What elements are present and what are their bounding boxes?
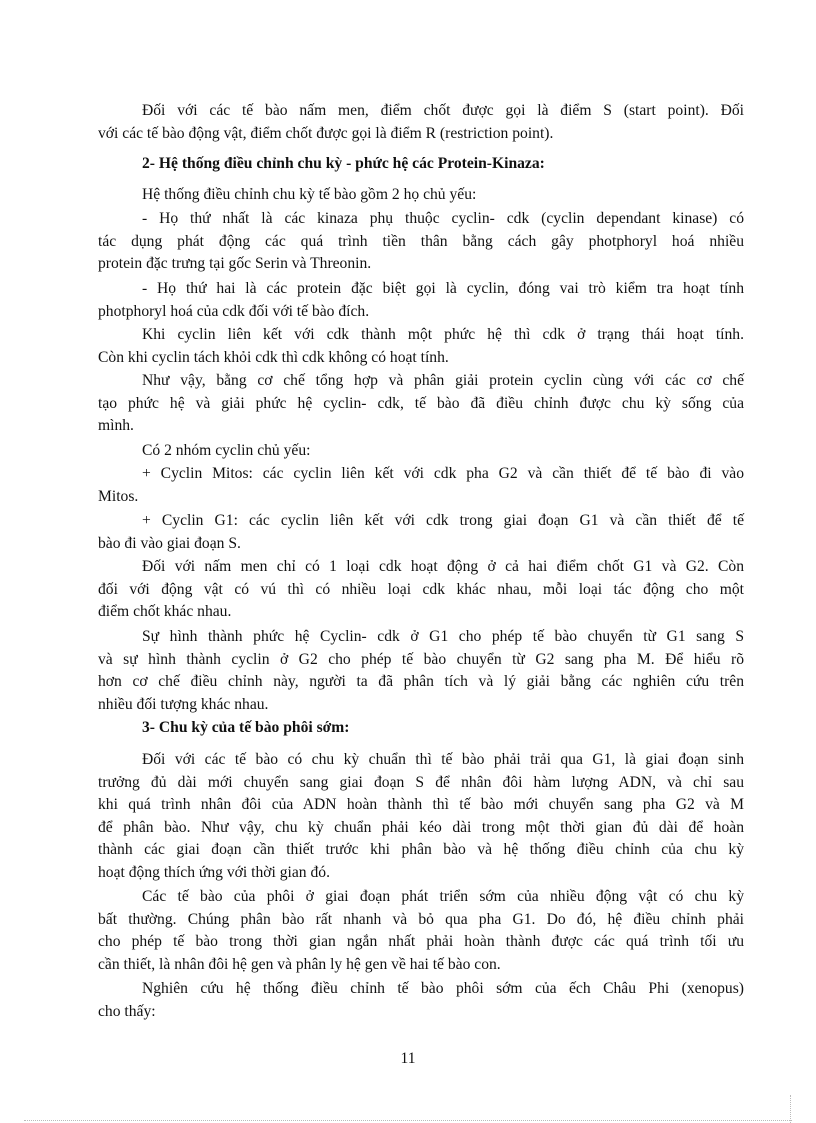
paragraph-cyclin-mitos <box>98 463 744 508</box>
text-line: protein đặc trưng tại gốc Serin và Threonin. <box>98 255 372 272</box>
text-line: Đối với các tế bào có chu kỳ chuẩn thì tế bào phải trải qua G1, là giai đoạn sinh <box>142 751 744 768</box>
page-number: 11 <box>400 1050 416 1067</box>
page-border-corner <box>790 1095 791 1123</box>
paragraph-yeast-mammal <box>98 556 744 624</box>
text-line: Có 2 nhóm cyclin chủ yếu: <box>142 442 311 459</box>
text-line: thành các giai đoạn cần thiết trước khi phân bào và hệ thống điều chỉnh của chu kỳ <box>98 841 744 858</box>
paragraph-intro <box>98 184 744 207</box>
paragraph-cyclin-g1 <box>98 510 744 555</box>
text-line: hơn cơ chế điều chỉnh này, người ta đã phân tích và lý giải bằng các nghiên cứu trên <box>98 673 744 690</box>
section-heading-3 <box>98 717 744 740</box>
paragraph-xenopus <box>98 978 744 1023</box>
text-line: và sự hình thành cyclin ở G2 cho phép tế bào chuyển từ G2 sang pha M. Để hiểu rõ <box>98 650 744 668</box>
heading-text: 3- Chu kỳ của tế bào phôi sớm: <box>142 719 350 736</box>
text-line: Hệ thống điều chỉnh chu kỳ tế bào gồm 2 họ chủ yếu: <box>142 186 477 203</box>
text-line: tác dụng phát động các quá trình tiền thân bằng cách gây photphoryl hoá nhiều <box>98 232 744 250</box>
paragraph-mechanism <box>98 370 744 438</box>
paragraph-complex-formation <box>98 626 744 716</box>
text-line: để phân bào. Như vậy, chu kỳ chuẩn phải kéo dài trong một thời gian đủ dài để hoàn <box>98 818 744 836</box>
text-line: Mitos. <box>98 487 139 505</box>
paragraph-first-family <box>98 208 744 276</box>
page-border-bottom <box>24 1120 792 1121</box>
text-line: Sự hình thành phức hệ Cyclin- cdk ở G1 cho phép tế bào chuyển từ G1 sang S <box>142 628 744 645</box>
paragraph-two-groups <box>98 440 744 463</box>
text-line: cần thiết, là nhân đôi hệ gen và phân ly hệ gen về hai tế bào con. <box>98 955 501 973</box>
paragraph-cyclin-binding <box>98 324 744 369</box>
text-line: mình. <box>98 417 134 434</box>
text-line: trưởng đủ dài mới chuyển sang giai đoạn S để nhân đôi hàm lượng ADN, và chỉ sau <box>98 773 744 791</box>
text-line: với các tế bào động vật, điểm chốt được gọi là điểm R (restriction point). <box>98 124 554 142</box>
paragraph-second-family <box>98 278 744 323</box>
text-line: - Họ thứ hai là các protein đặc biệt gọi là cyclin, đóng vai trò kiểm tra hoạt tính <box>142 280 744 297</box>
text-line: nhiều đối tượng khác nhau. <box>98 695 269 713</box>
paragraph-embryo-cells <box>98 886 744 976</box>
paragraph-standard-cycle <box>98 749 744 884</box>
text-line: Đối với các tế bào nấm men, điểm chốt được gọi là điểm S (start point). Đối <box>142 102 744 119</box>
text-line: hoạt động thích ứng với thời gian đó. <box>98 863 330 881</box>
text-line: Nghiên cứu hệ thống điều chỉnh tế bào phôi sớm của ếch Châu Phi (xenopus) <box>142 980 744 997</box>
text-line: Khi cyclin liên kết với cdk thành một phức hệ thì cdk ở trạng thái hoạt tính. <box>142 326 744 343</box>
text-line: cho phép tế bào trong thời gian ngắn nhất phải hoàn thành được các quá trình tối ưu <box>98 933 744 950</box>
text-line: Đối với nấm men chỉ có 1 loại cdk hoạt động ở cả hai điểm chốt G1 và G2. Còn <box>142 558 744 575</box>
heading-text: 2- Hệ thống điều chỉnh chu kỳ - phức hệ các Protein-Kinaza: <box>142 155 545 172</box>
text-line: đối với động vật có vú thì có nhiều loại cdk khác nhau, mỗi loại tác động cho một <box>98 580 744 598</box>
text-line: khi quá trình nhân đôi của ADN hoàn thành thì tế bào mới chuyển sang pha G2 và M <box>98 796 744 813</box>
text-line: Còn khi cyclin tách khỏi cdk thì cdk không có hoạt tính. <box>98 348 449 366</box>
paragraph-checkpoint-names <box>98 100 744 145</box>
text-line: bào đi vào giai đoạn S. <box>98 534 241 552</box>
text-line: điểm chốt khác nhau. <box>98 603 232 620</box>
text-line: cho thấy: <box>98 1002 156 1020</box>
section-heading-2 <box>98 153 744 176</box>
text-line: + Cyclin G1: các cyclin liên kết với cdk trong giai đoạn G1 và cần thiết để tế <box>142 512 744 529</box>
text-line: Như vậy, bằng cơ chế tổng hợp và phân giải protein cyclin cùng với các cơ chế <box>142 372 744 389</box>
text-line: + Cyclin Mitos: các cyclin liên kết với cdk pha G2 và cần thiết để tế bào đi vào <box>142 465 744 482</box>
text-line: bất thường. Chúng phân bào rất nhanh và bỏ qua pha G1. Do đó, hệ điều chỉnh phải <box>98 910 744 928</box>
text-line: - Họ thứ nhất là các kinaza phụ thuộc cyclin- cdk (cyclin dependant kinase) có <box>142 210 744 227</box>
text-line: photphoryl hoá của cdk đối với tế bào đích. <box>98 302 370 320</box>
text-line: Các tế bào của phôi ở giai đoạn phát triển sớm của nhiều động vật có chu kỳ <box>142 888 744 905</box>
text-line: tạo phức hệ và giải phức hệ cyclin- cdk, tế bào đã điều chỉnh được chu kỳ sống của <box>98 394 744 412</box>
